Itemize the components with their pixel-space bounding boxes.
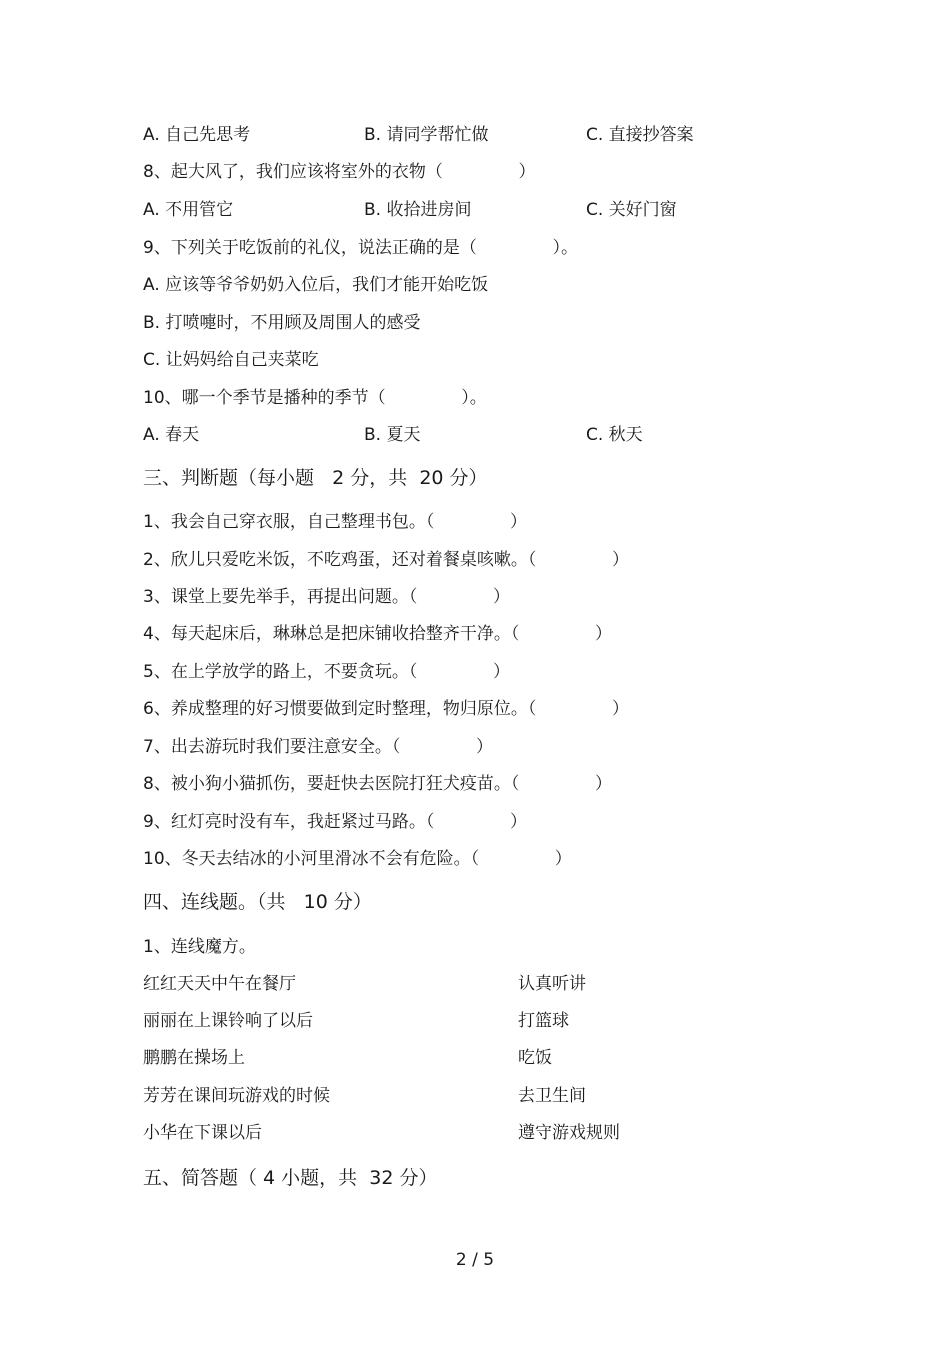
q8-option-b: B. 收拾进房间 [364,200,472,220]
match-right-3: 吃饭 [518,1048,552,1068]
q7-option-a: A. 自己先思考 [143,125,251,145]
q10-option-c: C. 秋天 [586,425,643,445]
match-right-5: 遵守游戏规则 [518,1123,620,1143]
q8-stem: 8、起大风了，我们应该将室外的衣物（ ） [143,162,536,182]
match-left-4: 芳芳在课间玩游戏的时候 [143,1086,330,1106]
q10-option-b: B. 夏天 [364,425,421,445]
q9-option-c: C. 让妈妈给自己夹菜吃 [143,350,319,370]
match-right-1: 认真听讲 [518,974,586,994]
match-left-3: 鹏鹏在操场上 [143,1048,245,1068]
section3-item-1: 1、我会自己穿衣服，自己整理书包。（ ） [143,512,527,532]
section5-title: 五、简答题（ 4 小题，共 32 分） [143,1167,438,1189]
section3-item-7: 7、出去游玩时我们要注意安全。（ ） [143,737,493,757]
section3-item-6: 6、养成整理的好习惯要做到定时整理，物归原位。（ ） [143,699,629,719]
q8-option-c: C. 关好门窗 [586,200,677,220]
section3-item-8: 8、被小狗小猫抓伤，要赶快去医院打狂犬疫苗。（ ） [143,774,612,794]
q10-stem: 10、哪一个季节是播种的季节（ ）。 [143,388,487,408]
page-number: 2 / 5 [455,1250,495,1270]
section4-question: 1、连线魔方。 [143,937,256,957]
section3-item-9: 9、红灯亮时没有车，我赶紧过马路。（ ） [143,812,527,832]
section3-item-10: 10、冬天去结冰的小河里滑冰不会有危险。（ ） [143,849,572,869]
section3-item-2: 2、欣儿只爱吃米饭，不吃鸡蛋，还对着餐桌咳嗽。（ ） [143,550,629,570]
q10-option-a: A. 春天 [143,425,200,445]
section3-item-3: 3、课堂上要先举手，再提出问题。（ ） [143,587,510,607]
q9-option-a: A. 应该等爷爷奶奶入位后，我们才能开始吃饭 [143,275,489,295]
match-right-2: 打篮球 [518,1011,569,1031]
section3-item-5: 5、在上学放学的路上，不要贪玩。（ ） [143,662,510,682]
section3-item-4: 4、每天起床后，琳琳总是把床铺收拾整齐干净。（ ） [143,624,612,644]
q7-option-c: C. 直接抄答案 [586,125,694,145]
q8-option-a: A. 不用管它 [143,200,234,220]
q7-option-b: B. 请同学帮忙做 [364,125,489,145]
match-right-4: 去卫生间 [518,1086,586,1106]
match-left-5: 小华在下课以后 [143,1123,262,1143]
q9-stem: 9、下列关于吃饭前的礼仪，说法正确的是（ ）。 [143,238,578,258]
match-left-1: 红红天天中午在餐厅 [143,974,296,994]
match-left-2: 丽丽在上课铃响了以后 [143,1011,313,1031]
section4-title: 四、连线题。（共 10 分） [143,891,372,913]
q9-option-b: B. 打喷嚏时，不用顾及周围人的感受 [143,313,421,333]
section3-title: 三、判断题（每小题 2 分，共 20 分） [143,467,488,489]
